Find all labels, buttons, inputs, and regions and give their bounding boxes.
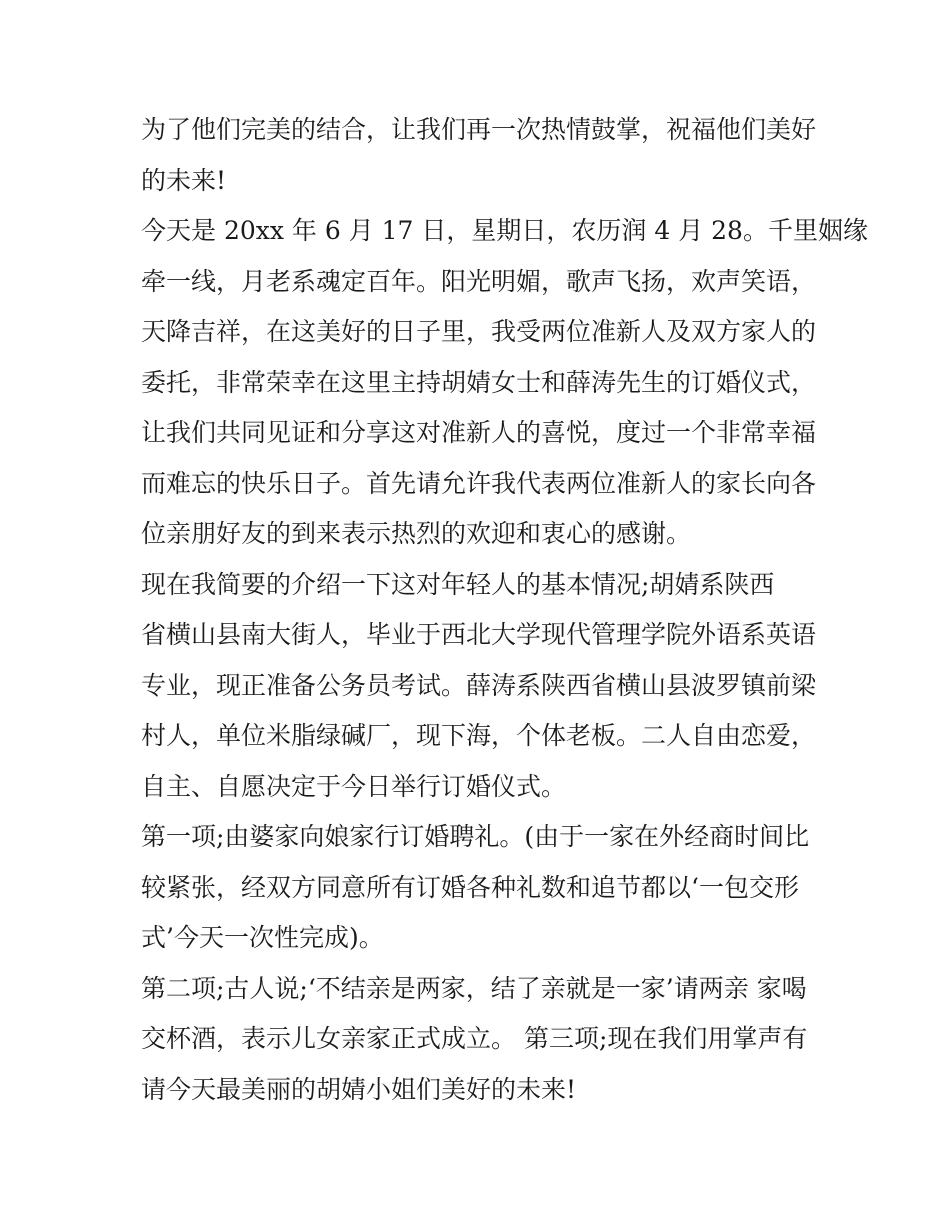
text-line-8: 而难忘的快乐日子。首先请允许我代表两位准新人的家长向各 — [141, 468, 817, 498]
document-body — [141, 105, 868, 1115]
text-line-9: 位亲朋好友的到来表示热烈的欢迎和衷心的感谢。 — [141, 519, 692, 548]
text-line-12: 专业，现正准备公务员考试。薛涛系陕西省横山县波罗镇前梁 — [141, 670, 817, 700]
text-line-20: 请今天最美丽的胡婧小姐们美好的未来! — [141, 1074, 577, 1104]
text-line-15: 第一项;由婆家向娘家行订婚聘礼。(由于一家在外经商时间比 — [141, 822, 810, 851]
text-line-14: 自主、自愿决定于今日举行订婚仪式。 — [141, 771, 567, 801]
text-line-1: 为了他们完美的结合，让我们再一次热情鼓掌，祝福他们美好 — [141, 115, 817, 144]
text-line-7: 让我们共同见证和分享这对准新人的喜悦，度过一个非常幸福 — [141, 418, 817, 447]
text-line-4: 牵一线，月老系魂定百年。阳光明媚，歌声飞扬，欢声笑语， — [141, 266, 817, 296]
text-line-6: 委托，非常荣幸在这里主持胡婧女士和薛涛先生的订婚仪式， — [141, 367, 817, 397]
text-line-13: 村人，单位米脂绿碱厂，现下海，个体老板。二人自由恋爱， — [141, 721, 817, 750]
text-line-3: 今天是 20xx 年 6 月 17 日，星期日，农历润 4 月 28。千里姻缘 — [141, 216, 868, 245]
text-line-17: 式’今天一次性完成)。 — [141, 923, 384, 952]
text-line-2: 的未来! — [141, 165, 227, 195]
text-line-19: 交杯酒，表示儿女亲家正式成立。 第三项;现在我们用掌声有 — [141, 1024, 808, 1053]
text-line-16: 较紧张，经双方同意所有订婚各种礼数和追节都以‘一包交形 — [141, 872, 799, 902]
text-line-10: 现在我简要的介绍一下这对年轻人的基本情况;胡婧系陕西 — [141, 569, 775, 599]
text-line-18: 第二项;古人说;‘不结亲是两家，结了亲就是一家’请两亲 家喝 — [141, 973, 807, 1003]
text-line-11: 省横山县南大街人，毕业于西北大学现代管理学院外语系英语 — [141, 620, 817, 649]
text-line-5: 天降吉祥，在这美好的日子里，我受两位准新人及双方家人的 — [141, 317, 817, 346]
